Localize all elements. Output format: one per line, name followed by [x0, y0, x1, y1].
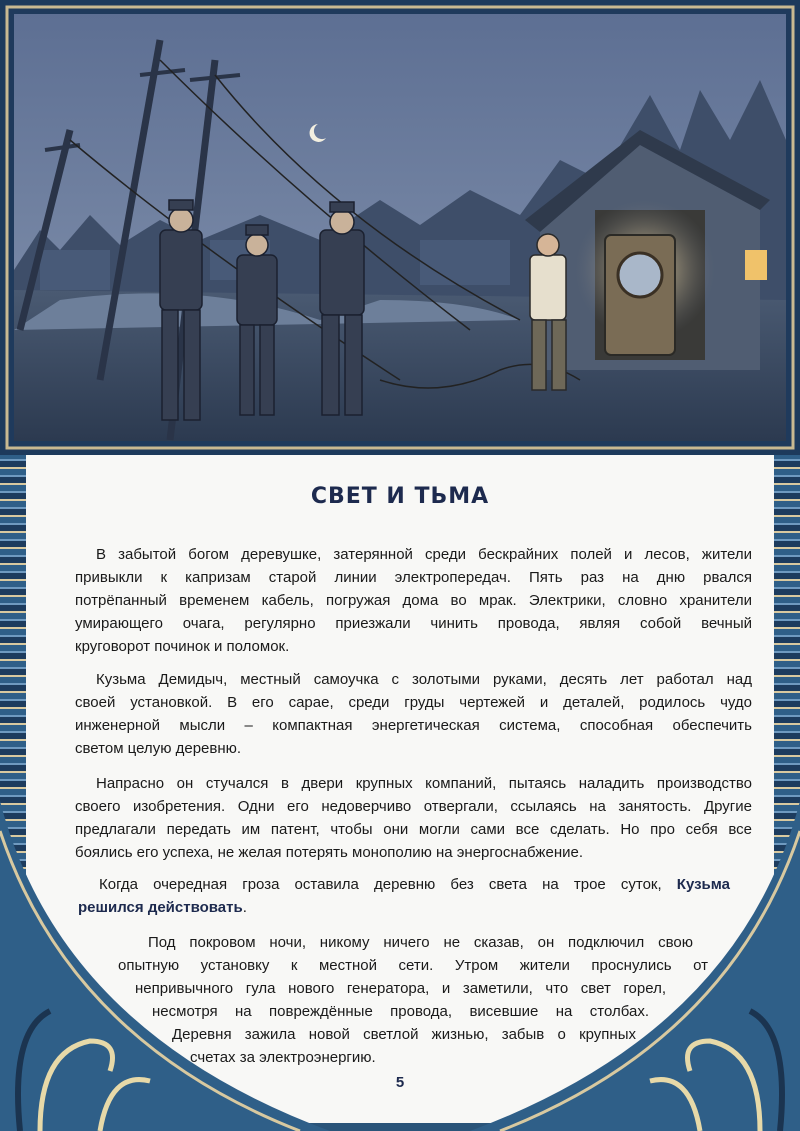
- text-plain: Когда очередная гроза оставила деревню без света на трое суток,: [99, 876, 662, 893]
- text-line: привыкли к капризам старой линии электропередач. Пять раз на дню рвался: [75, 569, 752, 586]
- text-line: предлагали передать им патент, чтобы они могли сами все сделать. Но про себя все: [75, 821, 752, 838]
- text-line: непривычного гула нового генератора, и заметили, что свет горел,: [135, 980, 666, 997]
- text-plain: .: [242, 899, 247, 916]
- text-bold: решился действовать: [78, 899, 243, 916]
- page-number: 5: [395, 1074, 405, 1091]
- text-line: Деревня зажила новой светлой жизнью, забыв о крупных: [172, 1026, 636, 1043]
- text-line: боялись его успеха, не желая потерять монополию на энергоснабжение.: [75, 844, 583, 861]
- text-line: В забытой богом деревушке, затерянной среди бескрайних полей и лесов, жители: [96, 546, 752, 563]
- text-line: Под покровом ночи, никому ничего не сказав, он подключил свою: [148, 934, 693, 951]
- text-line: несмотря на повреждённые провода, висевшие на столбах.: [152, 1003, 649, 1020]
- text-line: Кузьма Демидыч, местный самоучка с золотыми руками, десять лет работал над: [96, 671, 752, 688]
- page-title: СВЕТ И ТЬМА: [310, 484, 490, 509]
- text-line: своего изобретения. Одни его недоверчиво отвергали, ссылаясь на занятость. Другие: [75, 798, 752, 815]
- text-line: [78, 873, 730, 896]
- paragraph-2: [75, 668, 752, 760]
- text-bold: Кузьма: [676, 876, 731, 893]
- paragraph-4: [78, 873, 730, 919]
- text-line: своей установкой. В его сарае, среди груды чертежей и деталей, родилось чудо: [75, 694, 752, 711]
- text-line: Напрасно он стучался в двери крупных компаний, пытаясь наладить производство: [96, 775, 752, 792]
- text-line: умирающего очага, регулярно приезжали чинить провода, являя собой вечный: [75, 615, 752, 632]
- illustration-electricians-and-shed: [0, 0, 800, 455]
- paragraph-1: [75, 543, 752, 658]
- electricians: [160, 200, 364, 420]
- text-line: светом целую деревню.: [75, 740, 242, 757]
- text-line: счетах за электроэнергию.: [190, 1049, 376, 1066]
- paragraph-3: [75, 772, 752, 864]
- text-line: [78, 896, 730, 919]
- text-line: инженерной мысли – компактная энергетическая система, способная обеспечить: [75, 717, 752, 734]
- text-line: потрёпанный временем кабель, погружая дома во мрак. Электрики, словно хранители: [75, 592, 752, 609]
- text-line: круговорот починок и поломок.: [75, 638, 290, 655]
- text-line: опытную установку к местной сети. Утром жители проснулись от: [118, 957, 708, 974]
